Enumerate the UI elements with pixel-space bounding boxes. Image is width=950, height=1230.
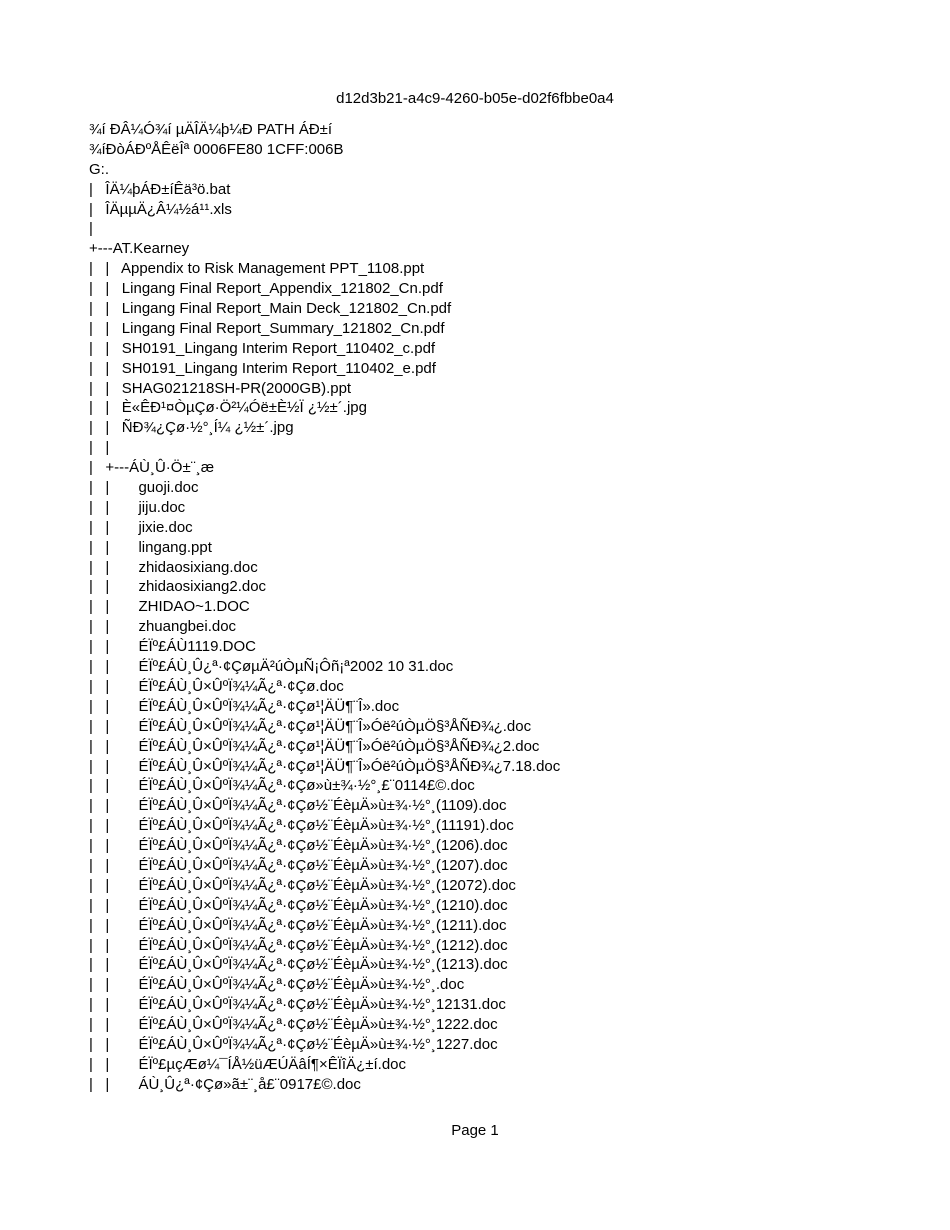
tree-line: | | ÉÏº£ÁÙ¸Û×ÛºÏ¾¼Ã¿ª·¢Çø½¨ÉèµÄ»ù±¾·½°¸(11191).doc	[89, 817, 514, 835]
tree-line: | | ÉÏº£ÁÙ¸Û×ÛºÏ¾¼Ã¿ª·¢Çø.doc	[89, 677, 344, 695]
tree-line: | | Appendix to Risk Management PPT_1108.ppt	[89, 260, 425, 278]
tree-line: | | guoji.doc	[89, 479, 199, 497]
tree-line: | | Lingang Final Report_Main Deck_121802_Cn.pdf	[89, 300, 452, 318]
tree-line: | | ÉÏº£ÁÙ¸Û×ÛºÏ¾¼Ã¿ª·¢Çø½¨ÉèµÄ»ù±¾·½°¸(1211).doc	[89, 916, 507, 934]
tree-line: | | SH0191_Lingang Interim Report_110402_c.pdf	[89, 339, 436, 357]
tree-line: | | ZHIDAO~1.DOC	[89, 598, 250, 616]
tree-line: | | zhidaosixiang2.doc	[89, 578, 267, 596]
tree-line: | ÎÄµµÄ¿Â¼½á¹¹.xls	[89, 200, 232, 218]
tree-line: ¾íĐòÁĐºÅÊëÎª 0006FE80 1CFF:006B	[89, 140, 344, 158]
tree-line: | | ÉÏº£ÁÙ¸Û×ÛºÏ¾¼Ã¿ª·¢Çø½¨ÉèµÄ»ù±¾·½°¸1222.doc	[89, 1016, 498, 1034]
tree-line: | ÎÄ¼þÁĐ±íÊä³ö.bat	[89, 180, 231, 198]
tree-line: | | ÁÙ¸Û¿ª·¢Çø»ã±¨¸å£¨0917£©.doc	[89, 1075, 361, 1093]
tree-line: | | ÉÏº£ÁÙ¸Û×ÛºÏ¾¼Ã¿ª·¢Çø¹¦ÄÜ¶¨Î»Óë²úÒµÖ§³ÅÑĐ¾¿2.doc	[89, 737, 540, 755]
tree-line: | | zhuangbei.doc	[89, 618, 237, 636]
tree-line: | | ÉÏº£ÁÙ¸Û×ÛºÏ¾¼Ã¿ª·¢Çø½¨ÉèµÄ»ù±¾·½°¸1227.doc	[89, 1035, 498, 1053]
tree-line: | | ÉÏº£ÁÙ¸Û¿ª·¢ÇøµÄ²úÒµÑ¡Ôñ¡ª2002 10 31.doc	[89, 658, 454, 676]
tree-line: | | ÉÏº£ÁÙ1119.DOC	[89, 638, 256, 656]
tree-line: | | ÉÏº£ÁÙ¸Û×ÛºÏ¾¼Ã¿ª·¢Çø½¨ÉèµÄ»ù±¾·½°¸(1213).doc	[89, 956, 508, 974]
tree-line: | | ÉÏº£ÁÙ¸Û×ÛºÏ¾¼Ã¿ª·¢Çø½¨ÉèµÄ»ù±¾·½°¸(12072).doc	[89, 876, 516, 894]
tree-line: | | Lingang Final Report_Summary_121802_Cn.pdf	[89, 319, 445, 337]
tree-line: | | jiju.doc	[89, 498, 186, 516]
tree-line: | | zhidaosixiang.doc	[89, 558, 258, 576]
tree-line: | | ÉÏº£ÁÙ¸Û×ÛºÏ¾¼Ã¿ª·¢Çø½¨ÉèµÄ»ù±¾·½°¸12131.doc	[89, 996, 506, 1014]
tree-line: | | ÉÏº£ÁÙ¸Û×ÛºÏ¾¼Ã¿ª·¢Çø½¨ÉèµÄ»ù±¾·½°¸.doc	[89, 976, 465, 994]
tree-line: +---AT.Kearney	[89, 240, 190, 258]
tree-line: | | ÉÏº£ÁÙ¸Û×ÛºÏ¾¼Ã¿ª·¢Çø½¨ÉèµÄ»ù±¾·½°¸(1207).doc	[89, 856, 508, 874]
tree-line: | | ÉÏº£ÁÙ¸Û×ÛºÏ¾¼Ã¿ª·¢Çø½¨ÉèµÄ»ù±¾·½°¸(1212).doc	[89, 936, 508, 954]
tree-line: | |	[89, 439, 110, 457]
tree-line: | | ÉÏº£ÁÙ¸Û×ÛºÏ¾¼Ã¿ª·¢Çø¹¦ÄÜ¶¨Î».doc	[89, 697, 400, 715]
tree-line: ¾í ĐÂ¼Ó¾í µÄÎÄ¼þ¼Đ PATH ÁĐ±í	[89, 121, 333, 138]
tree-line: | | ÉÏº£µçÆø¼¯ÍÅ½üÆÚÄâÍ¶×ÊÏîÄ¿±í.doc	[89, 1055, 407, 1073]
tree-line: | | ÉÏº£ÁÙ¸Û×ÛºÏ¾¼Ã¿ª·¢Çø½¨ÉèµÄ»ù±¾·½°¸(1210).doc	[89, 896, 508, 914]
page-number-footer: Page 1	[451, 1122, 499, 1139]
tree-line: | | Lingang Final Report_Appendix_121802_Cn.pdf	[89, 280, 443, 298]
tree-line: | | ÉÏº£ÁÙ¸Û×ÛºÏ¾¼Ã¿ª·¢Çø»ù±¾·½°¸£¨0114£©.doc	[89, 777, 475, 795]
tree-line: | | ÑĐ¾¿Çø·½°¸Í¼ ¿½±´.jpg	[89, 419, 294, 437]
directory-tree-listing	[89, 120, 929, 1095]
tree-line: | | ÉÏº£ÁÙ¸Û×ÛºÏ¾¼Ã¿ª·¢Çø½¨ÉèµÄ»ù±¾·½°¸(1109).doc	[89, 797, 507, 815]
tree-line: G:.	[89, 160, 110, 178]
tree-line: | | ÉÏº£ÁÙ¸Û×ÛºÏ¾¼Ã¿ª·¢Çø¹¦ÄÜ¶¨Î»Óë²úÒµÖ§³ÅÑĐ¾¿7.18.doc	[89, 757, 561, 775]
tree-line: | | ÉÏº£ÁÙ¸Û×ÛºÏ¾¼Ã¿ª·¢Çø¹¦ÄÜ¶¨Î»Óë²úÒµÖ§³ÅÑĐ¾¿.doc	[89, 717, 532, 735]
tree-line: |	[89, 220, 93, 238]
tree-line: | +---ÁÙ¸Û·Ö±¨¸æ	[89, 459, 215, 477]
tree-line: | | jixie.doc	[89, 518, 193, 536]
tree-line: | | SHAG021218SH-PR(2000GB).ppt	[89, 379, 352, 397]
document-id-header: d12d3b21-a4c9-4260-b05e-d02f6fbbe0a4	[336, 90, 614, 107]
tree-line: | | lingang.ppt	[89, 538, 212, 556]
tree-line: | | ÉÏº£ÁÙ¸Û×ÛºÏ¾¼Ã¿ª·¢Çø½¨ÉèµÄ»ù±¾·½°¸(1206).doc	[89, 837, 508, 855]
tree-line: | | SH0191_Lingang Interim Report_110402_e.pdf	[89, 359, 436, 377]
tree-line: | | È«ÊĐ¹¤ÒµÇø·Ö²¼Óë±È½Ï ¿½±´.jpg	[89, 399, 367, 417]
